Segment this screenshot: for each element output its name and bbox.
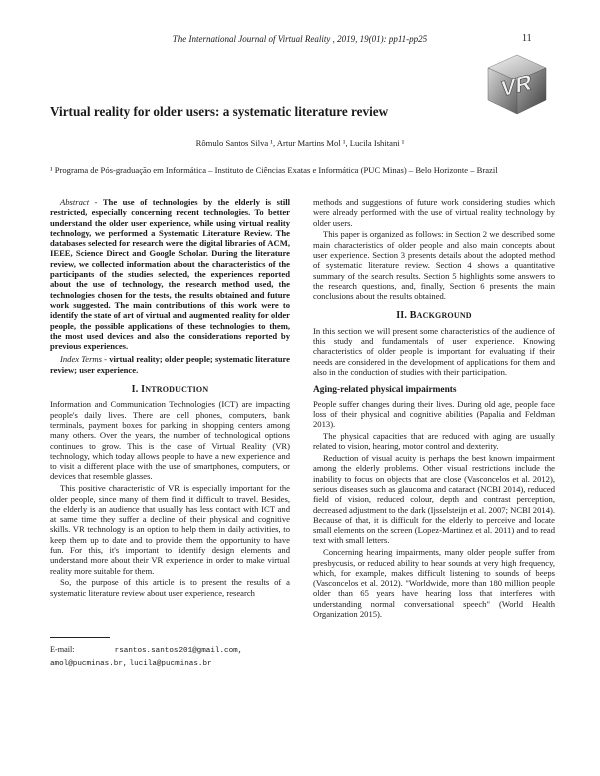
index-terms	[50, 354, 290, 375]
aging-paragraph: The physical capacities that are reduced with aging are usually related to vision, hearing, motor control and dexterity.	[313, 430, 555, 452]
svg-text:VR: VR	[501, 69, 532, 102]
right-column	[313, 197, 555, 621]
section-heading-introduction: I. INTRODUCTION	[131, 384, 209, 396]
background-paragraph: In this section we will present some characteristics of the audience of this study and fundamentals of user experience. Knowing characteristics of older people is important for evaluating if their needs are considered in the development of applications for them and also in the conduction of studies with their participation.	[313, 325, 555, 377]
aging-paragraph: Reduction of visual acuity is perhaps the best known impairment among the elderly problems. Other visual restrictions include the inability to focus on objects that are close (Vasconcelos et al. 2012), serious diseases such as glaucoma and cataract (NCBI 2014), reduced field of vision, reduced colour, depth and contrast perception, decreased adjustment to the dark (Ijsselsteijn et al. 2007; NCBI 2014). Because of that, it is difficult for the elderly to perceive and locate small elements on the screen (Lopez-Martinez et al. 2011) and to read text with small letters.	[313, 453, 555, 546]
index-terms-label: Index Terms -	[60, 354, 107, 365]
paper-title: Virtual reality for older users: a systematic literature review	[50, 104, 389, 119]
email-link[interactable]: amol@pucminas.br,	[50, 660, 128, 668]
left-column	[50, 197, 290, 599]
subsection-heading-aging: Aging-related physical impairments	[313, 385, 457, 396]
index-terms-text: virtual reality; older people; systematic literature review; user experience.	[50, 354, 290, 375]
footnote-emails	[50, 644, 290, 670]
aging-paragraph: Concerning hearing impairments, many older people suffer from presbycusis, or reduced ability to hear sounds at very high frequency, which, for example, makes difficult listening to sounds of beeps (Vasconcelos et al. 2012). "Worldwide, more than 180 million people older than 65 years have hearing loss that interferes with understanding normal conversational speech" (World Health Organization 2015).	[313, 547, 555, 619]
abstract	[50, 197, 290, 351]
footnote-label: E-mail:	[50, 645, 75, 654]
email-link[interactable]: lucila@pucminas.br	[129, 660, 212, 668]
page-number: 11	[522, 33, 532, 44]
aging-paragraph: People suffer changes during their lives. During old age, people face loss of their physical and cognitive abilities (Papalia and Feldman 2013).	[313, 398, 555, 430]
abstract-text: The use of technologies by the elderly is still restricted, especially concerning recent technologies. To better understand the older user experience, while using virtual reality technology, we performed a Systematic Literature Review. The databases selected for research were the digital libraries of ACM, IEEE, Science Direct and Google Scholar. During the literature review, we collected information about the characteristics of the participants of the studies selected, the experiences reported about the use of technology, the research method used, the technologies chosen for the tests, the results obtained and future work suggested. The main contributions of this work were to identify the state of art of virtual and augmented reality for older people, the possible applications of these technologies to them, the most used devices and also the considerations reported by previous experiences.	[50, 197, 290, 352]
intro-continued-paragraph: methods and suggestions of future work considering studies which were already performed with the use of virtual reality technology by older users.	[313, 197, 555, 228]
intro-continued-paragraph: This paper is organized as follows: in Section 2 we described some main characteristics of older people and also main concepts about user experience. Section 3 presents details about the adopted method of systematic literature review. Section 4 shows a quantitative summary of the search results. Section 5 highlights some answers to the research questions, and, finally, Section 6 presents the main conclusions about the results obtained.	[313, 229, 555, 302]
footnote-rule	[50, 637, 110, 638]
paper-authors: Rômulo Santos Silva ¹, Artur Martins Mol ¹, Lucila Ishitani ¹	[195, 138, 405, 148]
paper-affiliation: ¹ Programa de Pós-graduação em Informática – Instituto de Ciências Exatas e Informática (PUC Minas) – Belo Horizonte – Brazil	[50, 165, 498, 175]
section-heading-background: II. BACKGROUND	[396, 310, 472, 322]
intro-paragraph: So, the purpose of this article is to present the results of a systematic literature review about user experience, research	[50, 577, 290, 598]
intro-paragraph: Information and Communication Technologies (ICT) are impacting people's daily lives. There are cell phones, computers, bank terminals, payment boxes for parking in shopping centers among many others. Over the years, the number of technological options continues to grow. This is the case of Virtual Reality (VR) technology, which today allows people to have a new experience and to visit a different place with the use of smartphones, computers, or devices that resemble glasses.	[50, 399, 290, 482]
email-link[interactable]: rsantos.santos201@gmail.com,	[114, 647, 243, 655]
intro-paragraph: This positive characteristic of VR is especially important for the older people, since many of them find it difficult to travel. Besides, the elderly is an audience that usually has less contact with ICT and at same time they suffer a decline of their physical and cognitive skills. VR technology is an option to help them in daily activities, to keep them up to date and to provide them the opportunity to have fun. For this, it's important to identify design elements and understand more about their VR experience in order to make virtual reality more suitable for them.	[50, 483, 290, 576]
abstract-label: Abstract -	[60, 197, 98, 207]
running-head: The International Journal of Virtual Reality , 2019, 19(01): pp11-pp25	[172, 34, 428, 44]
